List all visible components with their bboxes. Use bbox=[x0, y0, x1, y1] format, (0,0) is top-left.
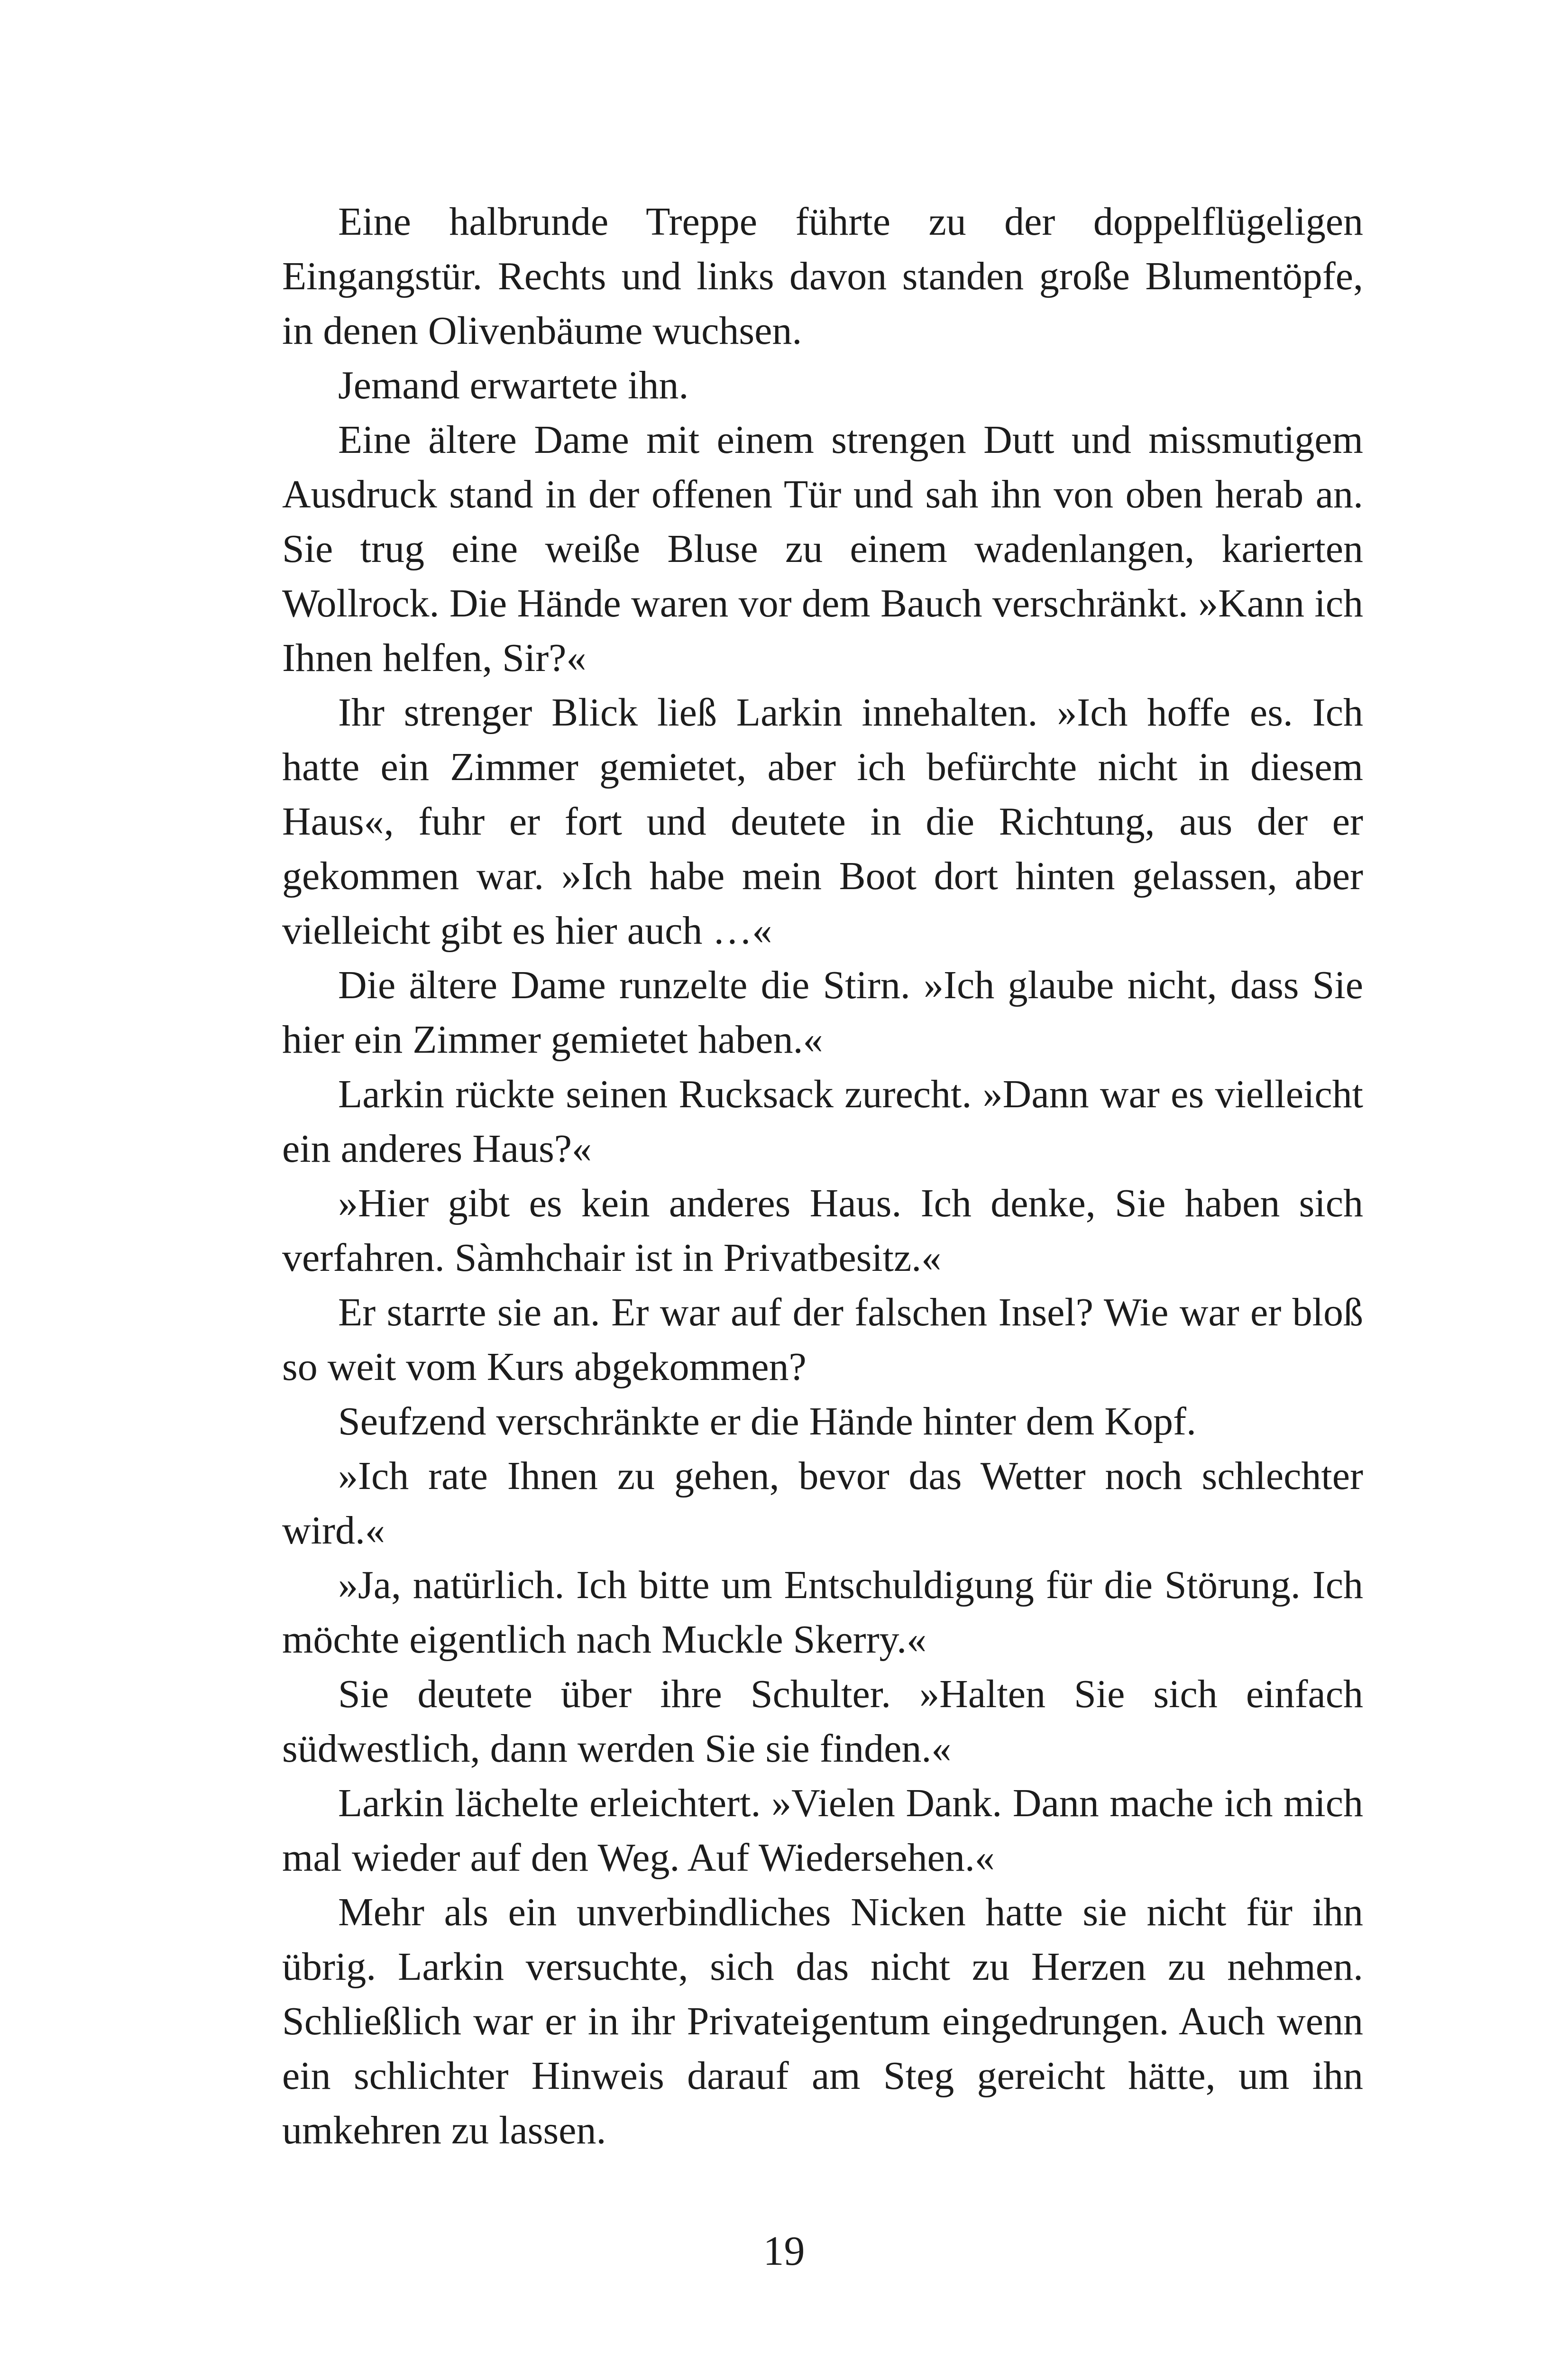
paragraph: Seufzend verschränkte er die Hände hinter dem Kopf. bbox=[338, 1399, 1196, 1443]
paragraph: »Ich rate Ihnen zu gehen, bevor das Wetter noch schlechter wird.« bbox=[282, 1454, 1363, 1553]
page-number: 19 bbox=[763, 2228, 805, 2274]
paragraph: Sie deutete über ihre Schulter. »Halten Sie sich einfach südwestlich, dann werden Sie sie finden.« bbox=[282, 1672, 1363, 1771]
paragraph: Larkin rückte seinen Rucksack zurecht. »Dann war es vielleicht ein anderes Haus?« bbox=[282, 1072, 1363, 1171]
paragraph: »Hier gibt es kein anderes Haus. Ich denke, Sie haben sich verfahren. Sàmhchair ist in Privatbesitz.« bbox=[282, 1181, 1363, 1280]
paragraph: Larkin lächelte erleichtert. »Vielen Dank. Dann mache ich mich mal wieder auf den Weg. Auf Wiedersehen.« bbox=[282, 1781, 1363, 1880]
paragraph: Ihr strenger Blick ließ Larkin innehalten. »Ich hoffe es. Ich hatte ein Zimmer gemietet, aber ich befürchte nicht in diesem Haus«, fuhr er fort und deutete in die Richtung, aus der er gekommen war. »Ich habe mein Boot dort hinten gelassen, aber vielleicht gibt es hier auch …« bbox=[282, 690, 1363, 953]
paragraph: Eine halbrunde Treppe führte zu der doppelflügeligen Eingangstür. Rechts und links davon standen große Blumentöpfe, in denen Olivenbäume wuchsen. bbox=[282, 200, 1363, 353]
paragraph: Mehr als ein unverbindliches Nicken hatte sie nicht für ihn übrig. Larkin versuchte, sich das nicht zu Herzen zu nehmen. Schließlich war er in ihr Privateigentum eingedrungen. Auch wenn ein schlichter Hinweis darauf am Steg gereicht hätte, um ihn umkehren zu lassen. bbox=[282, 1890, 1363, 2152]
paragraph: Jemand erwartete ihn. bbox=[338, 363, 689, 407]
paragraph: Eine ältere Dame mit einem strengen Dutt und missmutigem Ausdruck stand in der offenen Tür und sah ihn von oben herab an. Sie trug eine weiße Bluse zu einem wadenlangen, karierten Wollrock. Die Hände waren vor dem Bauch verschränkt. »Kann ich Ihnen helfen, Sir?« bbox=[282, 418, 1363, 680]
paragraph: Er starrte sie an. Er war auf der falschen Insel? Wie war er bloß so weit vom Kurs abgekommen? bbox=[282, 1290, 1363, 1389]
body-text bbox=[282, 194, 1363, 2158]
paragraph: Die ältere Dame runzelte die Stirn. »Ich glaube nicht, dass Sie hier ein Zimmer gemietet haben.« bbox=[282, 963, 1363, 1062]
paragraph: »Ja, natürlich. Ich bitte um Entschuldigung für die Störung. Ich möchte eigentlich nach Muckle Skerry.« bbox=[282, 1563, 1363, 1662]
